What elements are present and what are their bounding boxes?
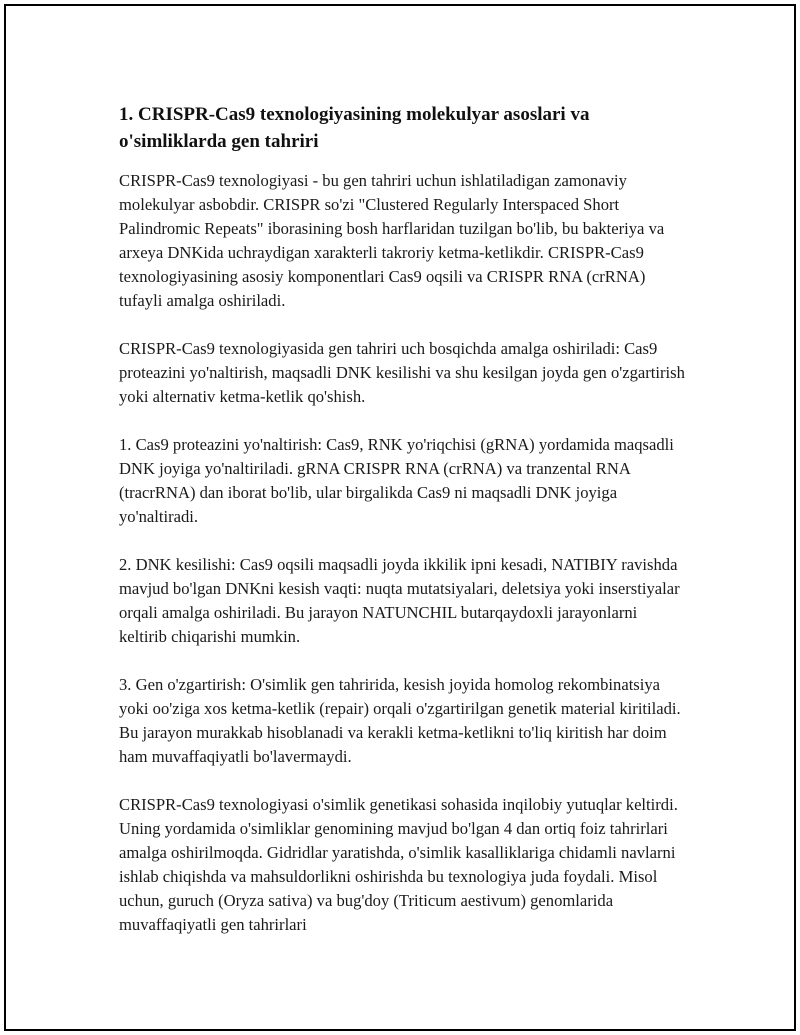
paragraph-step-1: 1. Cas9 proteazini yo'naltirish: Cas9, RNK yo'riqchisi (gRNA) yordamida maqsadli DNK joyiga yo'naltiriladi. gRNA CRISPR RNA (crRNA) va tranzental RNA (tracrRNA) dan iborat bo'lib, ular birgalikda Cas9 ni maqsadli DNK joyiga yo'naltiradi. xyxy=(119,435,674,526)
document-page xyxy=(4,4,796,1031)
paragraph-step-2: 2. DNK kesilishi: Cas9 oqsili maqsadli joyda ikkilik ipni kesadi, NATIBIY ravishda mavjud bo'lgan DNKni kesish vaqti: nuqta mutatsiyalari, deletsiya yoki inserstiyalar orqali amalga oshiriladi. Bu jarayon NATUNCHIL butarqaydoxli jarayonlarni keltirib chiqarishi mumkin. xyxy=(119,555,680,646)
paragraph-stages: CRISPR-Cas9 texnologiyasida gen tahriri uch bosqichda amalga oshiriladi: Cas9 proteazini yo'naltirish, maqsadli DNK kesilishi va shu kesilgan joyda gen o'zgartirish yoki alternativ ketma-ketlik qo'shish. xyxy=(119,339,685,406)
paragraph-applications: CRISPR-Cas9 texnologiyasi o'simlik genetikasi sohasida inqilobiy yutuqlar keltirdi. Uning yordamida o'simliklar genomining mavjud bo'lgan 4 dan ortiq foiz tahrirlari amalga oshirilmoqda. Gidridlar yaratishda, o'simlik kasalliklariga chidamli navlarni ishlab chiqishda va mahsuldorlikni oshirishda bu texnologiya juda foydali. Misol uchun, guruch (Oryza sativa) va bug'doy (Triticum aestivum) genomlarida muvaffaqiyatli gen tahrirlari xyxy=(119,795,678,934)
paragraph-intro: CRISPR-Cas9 texnologiyasi - bu gen tahriri uchun ishlatiladigan zamonaviy molekulyar asbobdir. CRISPR so'zi "Clustered Regularly Interspaced Short Palindromic Repeats" iborasining bosh harflaridan tuzilgan bo'lib, bu bakteriya va arxeya DNKida uchraydigan xarakterli takroriy ketma-ketlikdir. CRISPR-Cas9 texnologiyasining asosiy komponentlari Cas9 oqsili va CRISPR RNA (crRNA) tufayli amalga oshiriladi. xyxy=(119,171,665,310)
paragraph-step-3: 3. Gen o'zgartirish: O'simlik gen tahririda, kesish joyida homolog rekombinatsiya yoki oo'ziga xos ketma-ketlik (repair) orqali o'zgartirilgan genetik material kiritiladi. Bu jarayon murakkab hisoblanadi va kerakli ketma-ketlikni to'liq kiritish har doim ham muvaffaqiyatli bo'lavermaydi. xyxy=(119,675,681,766)
document-body xyxy=(119,101,689,961)
page-title: 1. CRISPR-Cas9 texnologiyasining molekulyar asoslari va o'simliklarda gen tahriri xyxy=(119,104,590,152)
